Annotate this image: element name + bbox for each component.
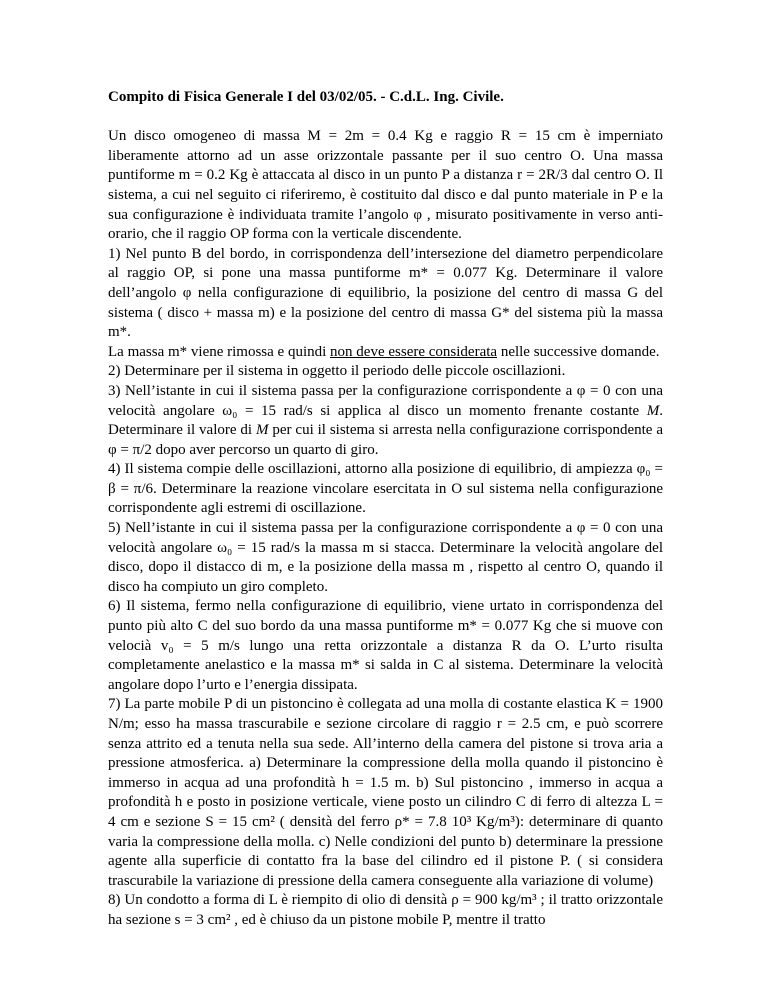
removal-note-start: La massa m* viene rimossa e quindi	[108, 343, 331, 360]
exam-title: Compito di Fisica Generale I del 03/02/05. - C.d.L. Ing. Civile.	[108, 89, 504, 105]
question-8: 8) Un condotto a forma di L è riempito di olio di densità ρ = 900 kg/m³ ; il tratto orizzontale ha sezione s = 3 cm² , ed è chiuso da un pistone mobile P, mentre il tratto	[108, 892, 663, 928]
question-3-part-b: . Determinare il valore di	[108, 402, 663, 439]
document-page	[108, 88, 663, 931]
question-3-part-a: 3) Nell’istante in cui il sistema passa per la configurazione corrispondente a φ = 0 con una velocità angolare ω₀ = 15 rad/s si applica al disco un momento frenante costante	[108, 382, 663, 419]
question-1: 1) Nel punto B del bordo, in corrispondenza dell’intersezione del diametro perpendicolare al raggio OP, si pone una massa puntiforme m* = 0.077 Kg. Determinare il valore dell’angolo φ nella configurazione di equilibrio, la posizione del centro di massa G del sistema ( disco + massa m) e la posizione del centro di massa G* del sistema più la massa m*.	[108, 245, 663, 341]
question-6: 6) Il sistema, fermo nella configurazione di equilibrio, viene urtato in corrispondenza del punto più alto C del suo bordo da una massa puntiforme m* = 0.077 Kg che si muove con velocià v₀ = 5 m/s lungo una retta orizzontale a distanza R da O. L’urto risulta completamente anelastico e la massa m* si salda in C al sistema. Determinare la velocità angolare dopo l’urto e l’energia dissipata.	[108, 598, 663, 693]
question-7: 7) La parte mobile P di un pistoncino è collegata ad una molla di costante elastica K = 1900 N/m; esso ha massa trascurabile e sezione circolare di raggio r = 2.5 cm, e può scorrere senza attrito ed a tenuta nella sua sede. All’interno della camera del pistone si trova aria a pressione atmosferica. a) Determinare la compressione della molla quando il pistoncino è immerso in acqua ad una profondità h = 1.5 m. b) Sul pistoncino , immerso in acqua a profondità h e posto in posizione verticale, viene posto un cilindro C di ferro di altezza L = 4 cm e sezione S = 15 cm² ( densità del ferro ρ* = 7.8 10³ Kg/m³): determinare di quanto varia la compressione della molla. c) Nelle condizioni del punto b) determinare la pressione agente alla superficie di contatto fra la base del cilindro ed il pistone P. ( si considera trascurabile la variazione di pressione della camera conseguente alla variazione di volume)	[108, 696, 663, 889]
question-3-part-c: per cui il sistema si arresta nella configurazione corrispondente a φ = π/2 dopo aver percorso un quarto di giro.	[108, 422, 664, 458]
question-3	[108, 382, 663, 460]
braking-moment-symbol-2: M	[255, 422, 269, 439]
problem-intro: Un disco omogeneo di massa M = 2m = 0.4 Kg e raggio R = 15 cm è imperniato liberamente attorno ad un asse orizzontale passante per il suo centro O. Una massa puntiforme m = 0.2 Kg è attaccata al disco in un punto P a distanza r = 2R/3 dal centro O. Il sistema, a cui nel seguito ci riferiremo, è costituito dal disco e dal punto materiale in P e la sua configurazione è individuata tramite l’angolo φ , misurato positivamente in verso anti-orario, che il raggio OP forma con la verticale discendente.	[108, 128, 663, 243]
braking-moment-symbol: M	[646, 402, 660, 419]
question-5: 5) Nell’istante in cui il sistema passa per la configurazione corrispondente a φ = 0 con una velocità angolare ω₀ = 15 rad/s la massa m si stacca. Determinare la velocità angolare del disco, dopo il distacco di m, e la posizione della massa m , rispetto al centro O, quando il disco ha compiuto un giro completo.	[108, 520, 663, 595]
removal-note-end: nelle successive domande.	[497, 343, 660, 360]
question-4: 4) Il sistema compie delle oscillazioni, attorno alla posizione di equilibrio, di ampiezza φ₀ = β = π/6. Determinare la reazione vincolare esercitata in O sul sistema nella configurazione corrispondente agli estremi di oscillazione.	[108, 461, 663, 517]
question-2: 2) Determinare per il sistema in oggetto il periodo delle piccole oscillazioni.	[108, 363, 566, 380]
removal-note	[108, 343, 663, 363]
removal-note-underlined: non deve essere considerata	[330, 343, 498, 360]
